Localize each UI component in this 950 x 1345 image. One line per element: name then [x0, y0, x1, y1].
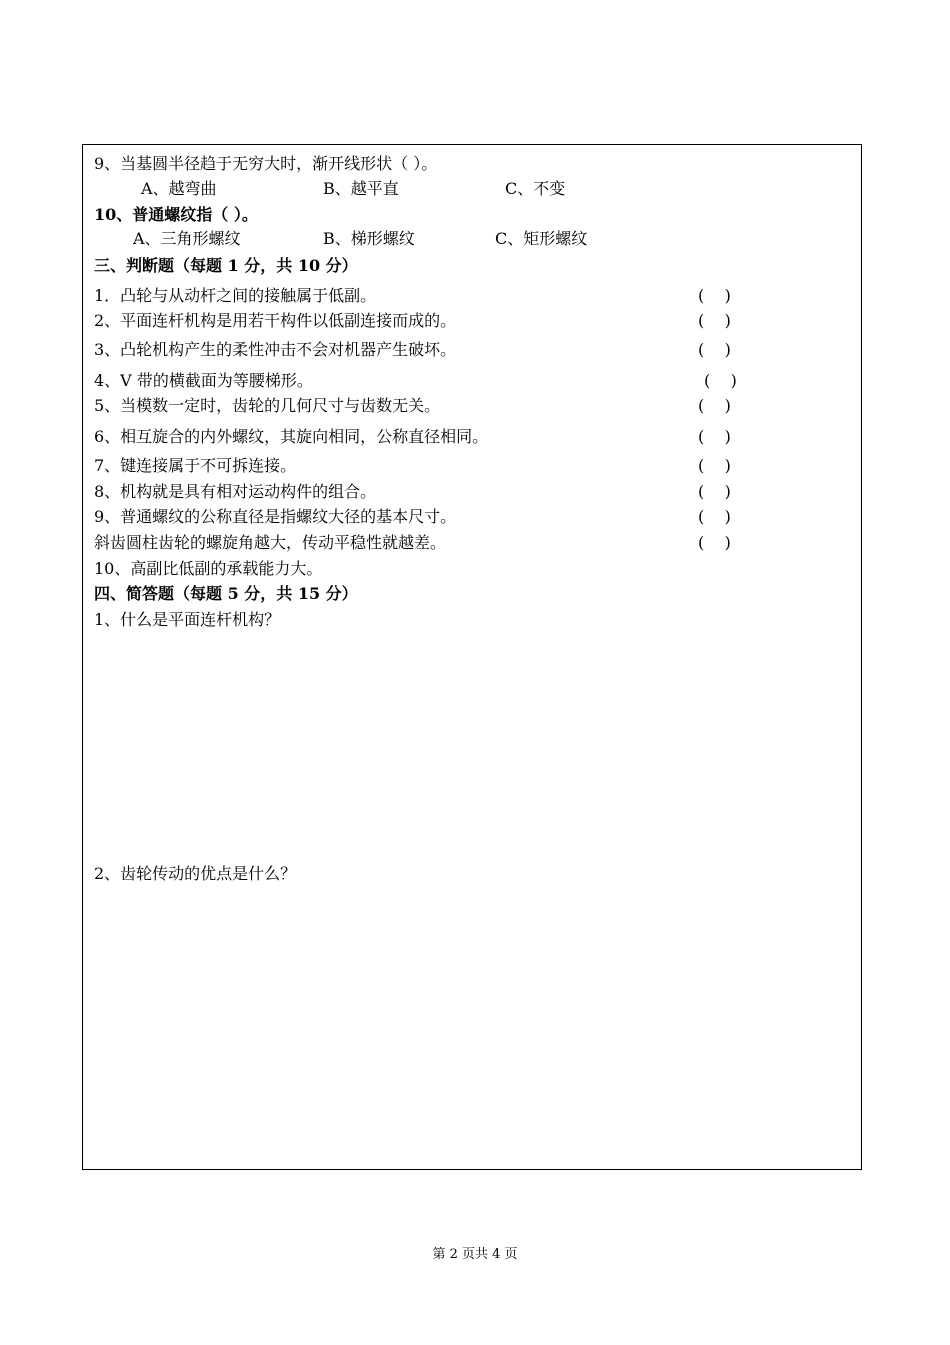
judge-answer-paren: ( ) — [698, 482, 731, 501]
section-4-title: 四、简答题（每题 5 分，共 15 分） — [94, 584, 358, 603]
judge-answer-paren: ( ) — [698, 427, 731, 446]
question-9-option-c: C、不变 — [505, 179, 566, 198]
judge-item-7: 7、键连接属于不可拆连接。 — [94, 456, 297, 475]
judge-answer-paren: ( ) — [698, 286, 731, 305]
short-answer-question-1: 1、什么是平面连杆机构？ — [94, 610, 281, 629]
judge-item-3: 3、凸轮机构产生的柔性冲击不会对机器产生破坏。 — [94, 340, 457, 359]
judge-item-2: 2、平面连杆机构是用若干构件以低副连接而成的。 — [94, 311, 457, 330]
short-answer-question-2: 2、齿轮传动的优点是什么？ — [94, 864, 297, 883]
judge-item-1: 1．凸轮与从动杆之间的接触属于低副。 — [94, 286, 377, 305]
judge-answer-paren: ( ) — [704, 371, 737, 390]
judge-answer-paren: ( ) — [698, 396, 731, 415]
judge-answer-paren: ( ) — [698, 311, 731, 330]
question-10-option-b: B、梯形螺纹 — [323, 229, 415, 248]
judge-item-4: 4、V 带的横截面为等腰梯形。 — [94, 371, 313, 390]
section-3-title: 三、判断题（每题 1 分，共 10 分） — [94, 256, 358, 275]
judge-answer-paren: ( ) — [698, 340, 731, 359]
question-10-option-c: C、矩形螺纹 — [495, 229, 588, 248]
judge-answer-paren: ( ) — [698, 456, 731, 475]
judge-item-10: 10、高副比低副的承载能力大。 — [94, 559, 323, 578]
judge-item-8: 8、机构就是具有相对运动构件的组合。 — [94, 482, 377, 501]
judge-answer-paren: ( ) — [698, 507, 731, 526]
question-9-option-b: B、越平直 — [323, 179, 399, 198]
judge-item-helical-gear: 斜齿圆柱齿轮的螺旋角越大，传动平稳性就越差。 — [94, 533, 447, 552]
question-10-option-a: A、三角形螺纹 — [133, 229, 241, 248]
judge-item-6: 6、相互旋合的内外螺纹，其旋向相同，公称直径相同。 — [94, 427, 489, 446]
judge-answer-paren: ( ) — [698, 533, 731, 552]
question-9-option-a: A、越弯曲 — [141, 179, 217, 198]
page-footer: 第 2 页共 4 页 — [432, 1247, 518, 1262]
question-10-stem: 10、普通螺纹指（ ）。 — [94, 205, 258, 224]
judge-item-9: 9、普通螺纹的公称直径是指螺纹大径的基本尺寸。 — [94, 507, 457, 526]
judge-item-5: 5、当模数一定时，齿轮的几何尺寸与齿数无关。 — [94, 396, 441, 415]
question-9-stem: 9、当基圆半径趋于无穷大时，渐开线形状（ ）。 — [94, 154, 438, 173]
